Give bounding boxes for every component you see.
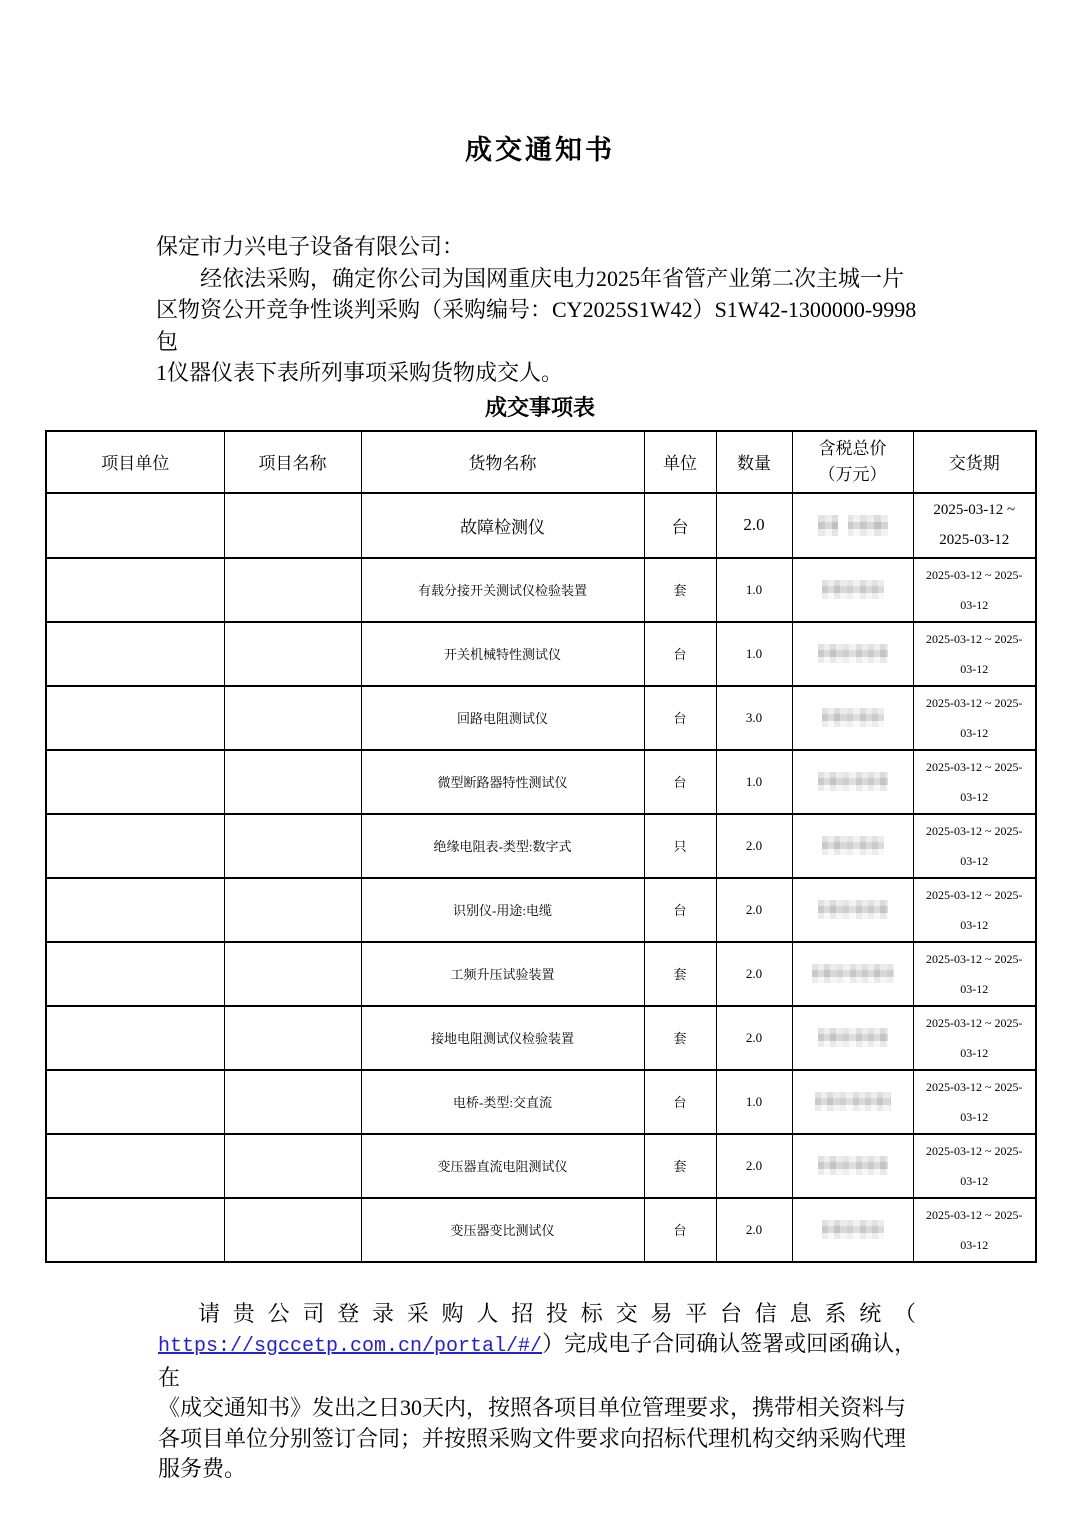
cell-delivery bbox=[913, 493, 1036, 558]
cell-delivery bbox=[913, 1134, 1036, 1198]
cell-price bbox=[792, 1070, 913, 1134]
table-row bbox=[46, 1070, 1036, 1134]
delivery-line: 2025-03-12 ~ 2025- bbox=[926, 567, 1023, 582]
delivery-line: 03-12 bbox=[960, 853, 989, 868]
table-row bbox=[46, 814, 1036, 878]
header-project-unit: 项目单位 bbox=[46, 431, 224, 493]
cell-delivery bbox=[913, 942, 1036, 1006]
redacted-price-mosaic bbox=[822, 836, 884, 855]
header-unit: 单位 bbox=[644, 431, 716, 493]
redacted-price-mosaic bbox=[818, 1028, 888, 1047]
portal-link[interactable]: https://sgccetp.com.cn/portal/#/ bbox=[158, 1335, 543, 1358]
header-price-line2: （万元） bbox=[818, 464, 887, 484]
cell-project-unit bbox=[46, 942, 224, 1006]
cell-unit: 台 bbox=[644, 1070, 716, 1134]
delivery-line: 2025-03-12 bbox=[939, 532, 1010, 548]
header-qty: 数量 bbox=[716, 431, 792, 493]
cell-price bbox=[792, 493, 913, 558]
delivery-line: 2025-03-12 ~ 2025- bbox=[926, 1143, 1023, 1158]
intro-line: 经依法采购，确定你公司为国网重庆电力2025年省管产业第二次主城一片 bbox=[200, 265, 905, 291]
delivery-line: 03-12 bbox=[960, 1173, 989, 1188]
cell-price bbox=[792, 1134, 913, 1198]
cell-project-unit bbox=[46, 622, 224, 686]
table-header-row bbox=[46, 431, 1036, 493]
cell-goods-name: 电桥-类型:交直流 bbox=[361, 1070, 644, 1134]
cell-qty: 1.0 bbox=[716, 1070, 792, 1134]
table-row bbox=[46, 1006, 1036, 1070]
closing-line: 《成交通知书》发出之日30天内，按照各项目单位管理要求，携带相关资料与 bbox=[158, 1395, 907, 1420]
cell-goods-name: 有载分接开关测试仪检验装置 bbox=[361, 558, 644, 622]
cell-project-unit bbox=[46, 558, 224, 622]
cell-qty: 2.0 bbox=[716, 493, 792, 558]
redacted-price-mosaic bbox=[818, 900, 888, 919]
cell-qty: 2.0 bbox=[716, 1134, 792, 1198]
header-project-name: 项目名称 bbox=[224, 431, 361, 493]
cell-price bbox=[792, 814, 913, 878]
delivery-line: 03-12 bbox=[960, 789, 989, 804]
cell-unit: 台 bbox=[644, 750, 716, 814]
closing-line-link bbox=[158, 1329, 932, 1393]
delivery-line: 03-12 bbox=[960, 597, 989, 612]
cell-delivery bbox=[913, 622, 1036, 686]
cell-project-unit bbox=[46, 686, 224, 750]
delivery-line: 2025-03-12 ~ 2025- bbox=[926, 631, 1023, 646]
redacted-price-mosaic bbox=[818, 1156, 888, 1175]
cell-unit: 台 bbox=[644, 1198, 716, 1262]
table-row bbox=[46, 622, 1036, 686]
table-row bbox=[46, 1134, 1036, 1198]
delivery-line: 2025-03-12 ~ 2025- bbox=[926, 759, 1023, 774]
cell-price bbox=[792, 1198, 913, 1262]
cell-qty: 2.0 bbox=[716, 814, 792, 878]
delivery-line: 03-12 bbox=[960, 661, 989, 676]
cell-project-name bbox=[224, 750, 361, 814]
cell-qty: 2.0 bbox=[716, 1198, 792, 1262]
redacted-price-mosaic bbox=[815, 1092, 891, 1111]
delivery-line: 03-12 bbox=[960, 1237, 989, 1252]
cell-project-name bbox=[224, 686, 361, 750]
cell-unit: 只 bbox=[644, 814, 716, 878]
header-price bbox=[792, 431, 913, 493]
table-row bbox=[46, 558, 1036, 622]
delivery-line: 2025-03-12 ~ 2025- bbox=[926, 695, 1023, 710]
cell-unit: 台 bbox=[644, 493, 716, 558]
cell-delivery bbox=[913, 1070, 1036, 1134]
cell-delivery bbox=[913, 1198, 1036, 1262]
redacted-price-mosaic bbox=[822, 708, 884, 727]
cell-price bbox=[792, 686, 913, 750]
cell-delivery bbox=[913, 750, 1036, 814]
cell-project-name bbox=[224, 942, 361, 1006]
cell-price bbox=[792, 1006, 913, 1070]
redacted-price-mosaic bbox=[822, 1220, 884, 1239]
redacted-price-mosaic bbox=[818, 644, 888, 663]
header-price-line1: 含税总价 bbox=[818, 438, 887, 458]
intro-line: 区物资公开竞争性谈判采购（采购编号：CY2025S1W42）S1W42-1300000-9998包 bbox=[156, 297, 917, 354]
table-row bbox=[46, 493, 1036, 558]
cell-qty: 2.0 bbox=[716, 878, 792, 942]
cell-project-unit bbox=[46, 1134, 224, 1198]
delivery-line: 2025-03-12 ~ 2025- bbox=[926, 1207, 1023, 1222]
table-row bbox=[46, 1198, 1036, 1262]
cell-qty: 2.0 bbox=[716, 1006, 792, 1070]
cell-delivery bbox=[913, 1006, 1036, 1070]
cell-unit: 套 bbox=[644, 1006, 716, 1070]
cell-project-unit bbox=[46, 1198, 224, 1262]
cell-price bbox=[792, 878, 913, 942]
cell-project-unit bbox=[46, 1006, 224, 1070]
cell-price bbox=[792, 750, 913, 814]
delivery-line: 03-12 bbox=[960, 725, 989, 740]
cell-unit: 套 bbox=[644, 942, 716, 1006]
cell-unit: 台 bbox=[644, 622, 716, 686]
cell-project-name bbox=[224, 622, 361, 686]
cell-unit: 套 bbox=[644, 558, 716, 622]
salutation-line: 保定市力兴电子设备有限公司： bbox=[156, 234, 465, 259]
table-title: 成交事项表 bbox=[484, 394, 595, 420]
redacted-price-mosaic bbox=[818, 772, 888, 791]
closing-line: 服务费。 bbox=[158, 1456, 247, 1481]
closing-line-spaced: 请贵公司登录采购人招投标交易平台信息系统（ bbox=[198, 1300, 929, 1326]
delivery-line: 2025-03-12 ~ bbox=[933, 502, 1016, 518]
intro-paragraph bbox=[156, 231, 934, 389]
cell-delivery bbox=[913, 814, 1036, 878]
delivery-line: 2025-03-12 ~ 2025- bbox=[926, 1015, 1023, 1030]
cell-project-unit bbox=[46, 878, 224, 942]
delivery-line: 2025-03-12 ~ 2025- bbox=[926, 951, 1023, 966]
cell-qty: 3.0 bbox=[716, 686, 792, 750]
cell-project-name bbox=[224, 558, 361, 622]
cell-goods-name: 绝缘电阻表-类型:数字式 bbox=[361, 814, 644, 878]
cell-project-name bbox=[224, 1006, 361, 1070]
cell-project-name bbox=[224, 1070, 361, 1134]
table-row bbox=[46, 878, 1036, 942]
cell-goods-name: 接地电阻测试仪检验装置 bbox=[361, 1006, 644, 1070]
closing-line-after-link: ）完成电子合同确认签署或回函确认，在 bbox=[158, 1331, 917, 1390]
redacted-price-mosaic bbox=[818, 515, 888, 536]
table-row bbox=[46, 942, 1036, 1006]
cell-goods-name: 开关机械特性测试仪 bbox=[361, 622, 644, 686]
closing-paragraph bbox=[158, 1299, 932, 1485]
intro-line: 1仪器仪表下表所列事项采购货物成交人。 bbox=[156, 360, 564, 385]
cell-price bbox=[792, 942, 913, 1006]
cell-project-name bbox=[224, 493, 361, 558]
cell-unit: 台 bbox=[644, 878, 716, 942]
cell-goods-name: 微型断路器特性测试仪 bbox=[361, 750, 644, 814]
redacted-price-mosaic bbox=[822, 580, 884, 599]
cell-price bbox=[792, 558, 913, 622]
cell-goods-name: 工频升压试验装置 bbox=[361, 942, 644, 1006]
cell-project-unit bbox=[46, 1070, 224, 1134]
cell-qty: 2.0 bbox=[716, 942, 792, 1006]
header-delivery: 交货期 bbox=[913, 431, 1036, 493]
redacted-price-mosaic bbox=[812, 964, 894, 983]
page-title: 成交通知书 bbox=[465, 135, 615, 165]
cell-price bbox=[792, 622, 913, 686]
cell-goods-name: 识别仪-用途:电缆 bbox=[361, 878, 644, 942]
cell-qty: 1.0 bbox=[716, 558, 792, 622]
cell-qty: 1.0 bbox=[716, 622, 792, 686]
cell-unit: 套 bbox=[644, 1134, 716, 1198]
table-row bbox=[46, 750, 1036, 814]
cell-goods-name: 变压器变比测试仪 bbox=[361, 1198, 644, 1262]
cell-goods-name: 故障检测仪 bbox=[361, 493, 644, 558]
header-goods-name: 货物名称 bbox=[361, 431, 644, 493]
delivery-line: 03-12 bbox=[960, 1109, 989, 1124]
delivery-line: 03-12 bbox=[960, 981, 989, 996]
delivery-line: 2025-03-12 ~ 2025- bbox=[926, 823, 1023, 838]
cell-qty: 1.0 bbox=[716, 750, 792, 814]
cell-goods-name: 回路电阻测试仪 bbox=[361, 686, 644, 750]
closing-line: 各项目单位分别签订合同；并按照采购文件要求向招标代理机构交纳采购代理 bbox=[158, 1425, 907, 1451]
cell-delivery bbox=[913, 878, 1036, 942]
delivery-line: 03-12 bbox=[960, 917, 989, 932]
delivery-line: 03-12 bbox=[960, 1045, 989, 1060]
cell-goods-name: 变压器直流电阻测试仪 bbox=[361, 1134, 644, 1198]
cell-project-name bbox=[224, 814, 361, 878]
table-row bbox=[46, 686, 1036, 750]
cell-delivery bbox=[913, 686, 1036, 750]
delivery-line: 2025-03-12 ~ 2025- bbox=[926, 1079, 1023, 1094]
cell-unit: 台 bbox=[644, 686, 716, 750]
cell-project-unit bbox=[46, 493, 224, 558]
cell-project-unit bbox=[46, 750, 224, 814]
deal-items-table bbox=[45, 430, 1037, 1263]
cell-project-name bbox=[224, 1134, 361, 1198]
delivery-line: 2025-03-12 ~ 2025- bbox=[926, 887, 1023, 902]
cell-project-name bbox=[224, 1198, 361, 1262]
cell-project-name bbox=[224, 878, 361, 942]
cell-delivery bbox=[913, 558, 1036, 622]
cell-project-unit bbox=[46, 814, 224, 878]
